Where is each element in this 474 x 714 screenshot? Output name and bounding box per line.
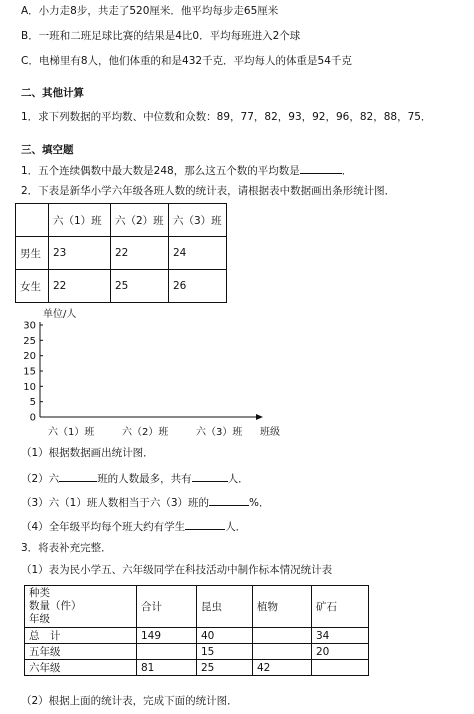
sub-question-2 [21,470,249,486]
sub-question-2-text-c: 人． [227,473,249,485]
table-row [16,270,227,303]
x-tick-label: 六（3）班 [196,427,243,438]
y-axis-label: 单位/人 [43,309,77,320]
y-tick-label: 5 [29,397,36,409]
table-row [25,644,369,660]
table-cell: 25 [197,660,253,676]
row-label: 男生 [16,237,49,270]
table-cell: 34 [312,628,369,644]
x-tick-label: 六（2）班 [122,427,169,438]
sub-question-2-text-a: （2）六 [21,473,60,485]
table-cell: 81 [137,660,197,676]
y-tick-label: 30 [23,320,36,332]
x-tick-label: 六（1）班 [48,427,95,438]
table-cell: 15 [197,644,253,660]
sub-question-3-text-a: （3）六（1）班人数相当于六（3）班的 [21,497,210,509]
table-cell: 42 [253,660,312,676]
answer-blank [209,494,249,506]
header-quantity: 数量（件） [29,600,82,612]
header-grade: 年级 [29,613,50,625]
table-row [25,628,369,644]
option-c: C．电梯里有8人，他们体重的和是432千克．平均每人的体重是54千克 [21,55,352,67]
table-cell: 20 [312,644,369,660]
answer-blank [192,470,228,482]
table-cell: 40 [197,628,253,644]
table-header-cell: 矿石 [312,586,369,628]
y-tick-label: 10 [23,381,36,393]
section-title-fill-blank: 三、填空题 [21,144,74,156]
fill-question-1-end: ． [341,165,353,177]
sub-question-4 [21,518,246,534]
table-cell: 25 [111,270,169,303]
question-3-part-2: （2）根据上面的统计表，完成下面的统计图． [21,695,238,707]
table-header-cell: 六（2）班 [111,204,169,237]
x-axis-arrow-icon [256,414,263,420]
bar-chart [20,300,320,440]
table-header-cell: 六（3）班 [169,204,227,237]
y-tick-label: 25 [23,335,36,347]
fill-question-2: 2．下表是新华小学六年级各班人数的统计表，请根据表中数据画出条形统计图． [21,185,396,197]
sub-question-3 [21,494,270,510]
fill-question-1-text: 1．五个连续偶数中最大数是248，那么这五个数的平均数是 [21,165,300,177]
row-label: 五年级 [25,644,137,660]
table-header-cell: 植物 [253,586,312,628]
table-cell [253,628,312,644]
table-row [16,237,227,270]
table-corner-cell [16,204,49,237]
table-cell: 24 [169,237,227,270]
table-cell: 26 [169,270,227,303]
table-cell [137,644,197,660]
sub-question-4-text-b: 人． [225,521,247,533]
y-tick-label: 15 [23,366,36,378]
answer-blank [59,470,97,482]
y-tick-label: 20 [23,351,36,363]
answer-blank [300,162,342,174]
table-header-cell: 昆虫 [197,586,253,628]
question-1: 1．求下列数据的平均数、中位数和众数：89，77，82，93，92，96，82，88，75． [21,111,432,123]
y-tick-label: 0 [29,412,36,424]
table-cell [312,660,369,676]
option-b: B．一班和二班足球比赛的结果是4比0．平均每班进入2个球 [21,30,301,42]
table-cell: 22 [111,237,169,270]
sub-question-1: （1）根据数据画出统计图． [21,447,154,459]
table-row [25,660,369,676]
option-a: A．小力走8步，共走了520厘米．他平均每步走65厘米 [21,5,279,17]
table-header-cell: 合计 [137,586,197,628]
row-label: 六年级 [25,660,137,676]
table-header-cell: 六（1）班 [49,204,111,237]
table-cell: 23 [49,237,111,270]
x-axis-label: 班级 [260,427,280,438]
question-3-part-1: （1）表为民小学五、六年级同学在科技活动中制作标本情况统计表 [21,564,333,576]
class-stats-table [15,203,227,303]
sub-question-3-text-b: %． [249,497,270,509]
fill-question-1 [21,162,352,178]
answer-blank [185,518,225,530]
section-title-other-calc: 二、其他计算 [21,87,84,99]
row-label: 总 计 [25,628,137,644]
table-cell [253,644,312,660]
table-cell: 22 [49,270,111,303]
diagonal-header-cell [25,586,137,628]
header-kind: 种类 [29,587,50,599]
row-label: 女生 [16,270,49,303]
sub-question-4-text-a: （4）全年级平均每个班大约有学生 [21,521,186,533]
sub-question-2-text-b: 班的人数最多，共有 [97,473,192,485]
table-cell: 149 [137,628,197,644]
specimen-stats-table [24,585,369,676]
question-3: 3．将表补充完整． [21,542,112,554]
